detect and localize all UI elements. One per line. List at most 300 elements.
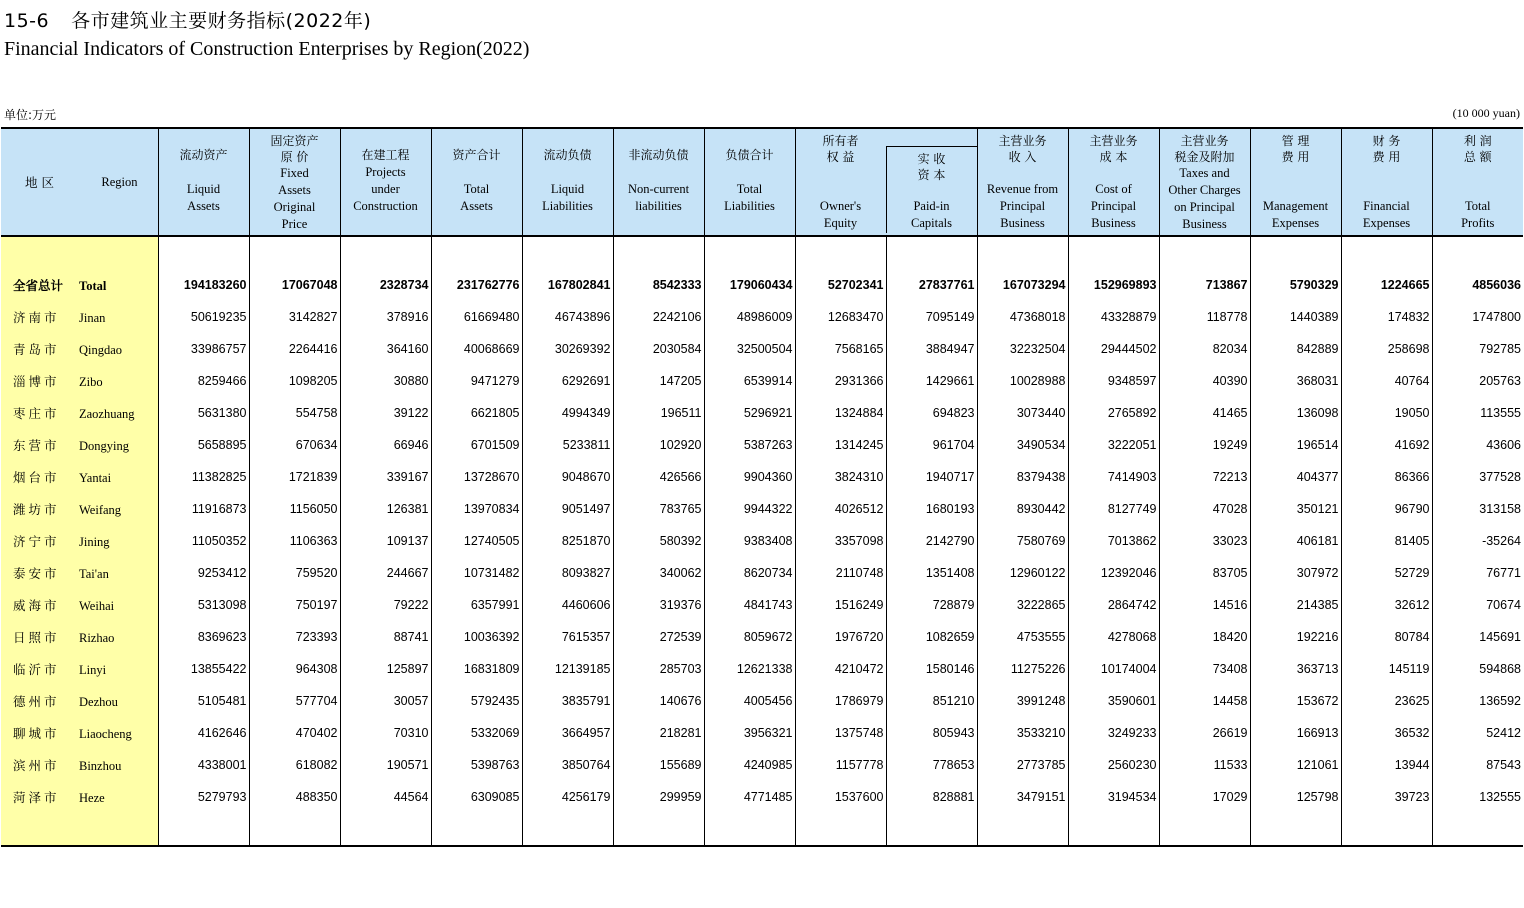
value-cell: 2110748 <box>795 557 886 589</box>
value-cell: 1224665 <box>1341 269 1432 301</box>
header-col-2 <box>249 128 340 236</box>
value-cell: 4841743 <box>704 589 795 621</box>
region-name-cn: 枣庄市 <box>13 407 60 421</box>
header-owners-equity-group <box>795 128 977 236</box>
value-cell: 194183260 <box>158 269 249 301</box>
value-cell: 1516249 <box>795 589 886 621</box>
value-cell: 783765 <box>613 493 704 525</box>
value-cell: 792785 <box>1432 333 1523 365</box>
value-cell: 851210 <box>886 685 977 717</box>
value-cell: 9383408 <box>704 525 795 557</box>
value-cell: 7013862 <box>1068 525 1159 557</box>
value-cell: 125897 <box>340 653 431 685</box>
value-cell: 30269392 <box>522 333 613 365</box>
value-cell: 670634 <box>249 429 340 461</box>
value-cell: 73408 <box>1159 653 1250 685</box>
value-cell: 11382825 <box>158 461 249 493</box>
spacer-row <box>1 813 1523 846</box>
value-cell: 3884947 <box>886 333 977 365</box>
value-cell: 842889 <box>1250 333 1341 365</box>
value-cell: 2864742 <box>1068 589 1159 621</box>
value-cell: 76771 <box>1432 557 1523 589</box>
value-cell: 7095149 <box>886 301 977 333</box>
region-name-cn: 全省总计 <box>13 279 64 293</box>
header-cn: 流动负债 <box>543 148 592 162</box>
value-cell: 488350 <box>249 781 340 813</box>
header-cn: 管 理 费 用 <box>1281 134 1310 164</box>
value-cell: 5296921 <box>704 397 795 429</box>
header-cn: 固定资产 原 价 <box>270 134 319 164</box>
value-cell: 12621338 <box>704 653 795 685</box>
value-cell: 86366 <box>1341 461 1432 493</box>
value-cell: 11916873 <box>158 493 249 525</box>
value-cell: 7414903 <box>1068 461 1159 493</box>
header-en: Total Liabilities <box>724 182 775 213</box>
financial-indicators-table <box>1 127 1523 847</box>
value-cell: 126381 <box>340 493 431 525</box>
region-name-en: Total <box>79 279 107 293</box>
value-cell: 205763 <box>1432 365 1523 397</box>
value-cell: 805943 <box>886 717 977 749</box>
value-cell: 167802841 <box>522 269 613 301</box>
region-cell <box>1 653 158 685</box>
value-cell: 11533 <box>1159 749 1250 781</box>
value-cell: 594868 <box>1432 653 1523 685</box>
region-cell <box>1 493 158 525</box>
header-col-10 <box>977 128 1068 236</box>
region-name-cn: 潍坊市 <box>13 503 60 517</box>
value-cell: 14516 <box>1159 589 1250 621</box>
value-cell: 40764 <box>1341 365 1432 397</box>
value-cell: 19249 <box>1159 429 1250 461</box>
value-cell: 152969893 <box>1068 269 1159 301</box>
value-cell: 580392 <box>613 525 704 557</box>
value-cell: 12139185 <box>522 653 613 685</box>
value-cell: 48986009 <box>704 301 795 333</box>
region-name-en: Tai'an <box>79 567 109 581</box>
value-cell: 14458 <box>1159 685 1250 717</box>
value-cell: 3479151 <box>977 781 1068 813</box>
region-name-cn: 滨州市 <box>13 759 60 773</box>
value-cell: 2773785 <box>977 749 1068 781</box>
value-cell: 1680193 <box>886 493 977 525</box>
value-cell: 40390 <box>1159 365 1250 397</box>
value-cell: 1375748 <box>795 717 886 749</box>
value-cell: 4856036 <box>1432 269 1523 301</box>
region-cell <box>1 301 158 333</box>
value-cell: 121061 <box>1250 749 1341 781</box>
value-cell: 3073440 <box>977 397 1068 429</box>
value-cell: 554758 <box>249 397 340 429</box>
value-cell: 46743896 <box>522 301 613 333</box>
value-cell: 5313098 <box>158 589 249 621</box>
table-row <box>1 717 1523 749</box>
header-region <box>1 128 158 236</box>
value-cell: 13970834 <box>431 493 522 525</box>
header-en: Total Assets <box>460 182 493 213</box>
value-cell: 4278068 <box>1068 621 1159 653</box>
value-cell: 9944322 <box>704 493 795 525</box>
value-cell: 6621805 <box>431 397 522 429</box>
table-row <box>1 749 1523 781</box>
value-cell: 140676 <box>613 685 704 717</box>
region-name-cn: 淄博市 <box>13 375 60 389</box>
value-cell: 1429661 <box>886 365 977 397</box>
value-cell: 10028988 <box>977 365 1068 397</box>
value-cell: 179060434 <box>704 269 795 301</box>
value-cell: 3850764 <box>522 749 613 781</box>
region-name-en: Jinan <box>79 311 106 325</box>
value-cell: 723393 <box>249 621 340 653</box>
value-cell: 6357991 <box>431 589 522 621</box>
value-cell: 196511 <box>613 397 704 429</box>
value-cell: 4771485 <box>704 781 795 813</box>
region-cell <box>1 333 158 365</box>
value-cell: 2242106 <box>613 301 704 333</box>
region-name-cn: 菏泽市 <box>13 791 60 805</box>
value-cell: 4210472 <box>795 653 886 685</box>
value-cell: 8059672 <box>704 621 795 653</box>
region-name-en: Heze <box>79 791 105 805</box>
header-owners-equity-cn: 所有者 权 益 <box>822 134 859 164</box>
region-cell <box>1 269 158 301</box>
value-cell: 961704 <box>886 429 977 461</box>
value-cell: 1976720 <box>795 621 886 653</box>
value-cell: 5658895 <box>158 429 249 461</box>
value-cell: 32232504 <box>977 333 1068 365</box>
value-cell: 363713 <box>1250 653 1341 685</box>
header-en: Cost of Principal Business <box>1090 182 1137 230</box>
table-row <box>1 493 1523 525</box>
value-cell: 3835791 <box>522 685 613 717</box>
value-cell: 8542333 <box>613 269 704 301</box>
region-cell <box>1 717 158 749</box>
value-cell: 19050 <box>1341 397 1432 429</box>
value-cell: 618082 <box>249 749 340 781</box>
unit-label-en: (10 000 yuan) <box>1452 106 1520 120</box>
table-row <box>1 461 1523 493</box>
value-cell: 3590601 <box>1068 685 1159 717</box>
table-row <box>1 397 1523 429</box>
value-cell: 778653 <box>886 749 977 781</box>
value-cell: 426566 <box>613 461 704 493</box>
region-name-cn: 聊城市 <box>13 727 60 741</box>
header-col-3 <box>340 128 431 236</box>
value-cell: 9471279 <box>431 365 522 397</box>
value-cell: 47368018 <box>977 301 1068 333</box>
header-col-11 <box>1068 128 1159 236</box>
value-cell: 8930442 <box>977 493 1068 525</box>
header-en: Management Expenses <box>1262 199 1329 230</box>
value-cell: 52702341 <box>795 269 886 301</box>
value-cell: 8379438 <box>977 461 1068 493</box>
value-cell: 5233811 <box>522 429 613 461</box>
header-owners-equity-en: Owner's Equity <box>819 199 862 230</box>
table-row <box>1 365 1523 397</box>
page-title-en: Financial Indicators of Construction Enterprises by Region(2022) <box>4 38 530 60</box>
value-cell: 81405 <box>1341 525 1432 557</box>
value-cell: 16831809 <box>431 653 522 685</box>
value-cell: -35264 <box>1432 525 1523 557</box>
value-cell: 404377 <box>1250 461 1341 493</box>
value-cell: 1106363 <box>249 525 340 557</box>
region-cell <box>1 461 158 493</box>
value-cell: 470402 <box>249 717 340 749</box>
value-cell: 39723 <box>1341 781 1432 813</box>
value-cell: 2030584 <box>613 333 704 365</box>
value-cell: 3956321 <box>704 717 795 749</box>
region-name-cn: 日照市 <box>13 631 60 645</box>
value-cell: 1324884 <box>795 397 886 429</box>
value-cell: 32612 <box>1341 589 1432 621</box>
value-cell: 118778 <box>1159 301 1250 333</box>
value-cell: 2264416 <box>249 333 340 365</box>
header-cn: 实 收 资 本 <box>917 152 946 182</box>
value-cell: 377528 <box>1432 461 1523 493</box>
value-cell: 43328879 <box>1068 301 1159 333</box>
header-col-4 <box>431 128 522 236</box>
value-cell: 6701509 <box>431 429 522 461</box>
value-cell: 11050352 <box>158 525 249 557</box>
region-name-en: Weifang <box>79 503 122 517</box>
header-en: Revenue from Principal Business <box>986 182 1059 230</box>
region-name-en: Weihai <box>79 599 115 613</box>
unit-label-cn: 单位:万元 <box>4 108 57 122</box>
header-col-5 <box>522 128 613 236</box>
value-cell: 8093827 <box>522 557 613 589</box>
value-cell: 2560230 <box>1068 749 1159 781</box>
value-cell: 10036392 <box>431 621 522 653</box>
value-cell: 36532 <box>1341 717 1432 749</box>
value-cell: 1157778 <box>795 749 886 781</box>
value-cell: 6539914 <box>704 365 795 397</box>
value-cell: 4460606 <box>522 589 613 621</box>
table-row <box>1 781 1523 813</box>
value-cell: 1098205 <box>249 365 340 397</box>
value-cell: 3991248 <box>977 685 1068 717</box>
value-cell: 41465 <box>1159 397 1250 429</box>
region-cell <box>1 749 158 781</box>
value-cell: 3824310 <box>795 461 886 493</box>
region-cell <box>1 685 158 717</box>
header-cn: 利 润 总 额 <box>1463 134 1492 164</box>
region-name-en: Binzhou <box>79 759 122 773</box>
table-row <box>1 429 1523 461</box>
value-cell: 39122 <box>340 397 431 429</box>
value-cell: 713867 <box>1159 269 1250 301</box>
value-cell: 145119 <box>1341 653 1432 685</box>
region-cell <box>1 589 158 621</box>
value-cell: 8620734 <box>704 557 795 589</box>
value-cell: 8251870 <box>522 525 613 557</box>
header-en: Financial Expenses <box>1362 199 1411 230</box>
value-cell: 1537600 <box>795 781 886 813</box>
table-row <box>1 621 1523 653</box>
region-name-cn: 东营市 <box>13 439 60 453</box>
value-cell: 8127749 <box>1068 493 1159 525</box>
value-cell: 47028 <box>1159 493 1250 525</box>
value-cell: 27837761 <box>886 269 977 301</box>
value-cell: 2765892 <box>1068 397 1159 429</box>
header-cn: 负债合计 <box>725 148 774 162</box>
region-name-cn: 济宁市 <box>13 535 60 549</box>
value-cell: 1721839 <box>249 461 340 493</box>
value-cell: 7615357 <box>522 621 613 653</box>
header-cn: 流动资产 <box>179 148 228 162</box>
value-cell: 66946 <box>340 429 431 461</box>
value-cell: 214385 <box>1250 589 1341 621</box>
table-row <box>1 557 1523 589</box>
value-cell: 17029 <box>1159 781 1250 813</box>
value-cell: 694823 <box>886 397 977 429</box>
header-col-13 <box>1250 128 1341 236</box>
value-cell: 6292691 <box>522 365 613 397</box>
region-name-cn: 烟台市 <box>13 471 60 485</box>
value-cell: 70674 <box>1432 589 1523 621</box>
region-name-cn: 临沂市 <box>13 663 60 677</box>
region-cell <box>1 525 158 557</box>
value-cell: 11275226 <box>977 653 1068 685</box>
value-cell: 41692 <box>1341 429 1432 461</box>
value-cell: 577704 <box>249 685 340 717</box>
value-cell: 3490534 <box>977 429 1068 461</box>
header-region-en: Region <box>101 174 138 189</box>
value-cell: 30880 <box>340 365 431 397</box>
table-row <box>1 333 1523 365</box>
value-cell: 23625 <box>1341 685 1432 717</box>
region-name-en: Zaozhuang <box>79 407 135 421</box>
value-cell: 29444502 <box>1068 333 1159 365</box>
value-cell: 33023 <box>1159 525 1250 557</box>
value-cell: 44564 <box>340 781 431 813</box>
value-cell: 750197 <box>249 589 340 621</box>
value-cell: 231762776 <box>431 269 522 301</box>
header-cn: 财 务 费 用 <box>1372 134 1401 164</box>
value-cell: 4338001 <box>158 749 249 781</box>
region-name-en: Dezhou <box>79 695 118 709</box>
value-cell: 364160 <box>340 333 431 365</box>
region-cell <box>1 621 158 653</box>
value-cell: 12740505 <box>431 525 522 557</box>
value-cell: 5279793 <box>158 781 249 813</box>
table-body <box>1 236 1523 846</box>
table-number: 15-6 <box>4 10 50 32</box>
value-cell: 147205 <box>613 365 704 397</box>
value-cell: 80784 <box>1341 621 1432 653</box>
value-cell: 6309085 <box>431 781 522 813</box>
value-cell: 4026512 <box>795 493 886 525</box>
value-cell: 3249233 <box>1068 717 1159 749</box>
value-cell: 136098 <box>1250 397 1341 429</box>
value-cell: 190571 <box>340 749 431 781</box>
table-row <box>1 685 1523 717</box>
value-cell: 12683470 <box>795 301 886 333</box>
region-name-cn: 威海市 <box>13 599 60 613</box>
value-cell: 166913 <box>1250 717 1341 749</box>
value-cell: 378916 <box>340 301 431 333</box>
header-col-14 <box>1341 128 1432 236</box>
value-cell: 368031 <box>1250 365 1341 397</box>
value-cell: 145691 <box>1432 621 1523 653</box>
value-cell: 70310 <box>340 717 431 749</box>
value-cell: 1082659 <box>886 621 977 653</box>
value-cell: 5332069 <box>431 717 522 749</box>
region-name-en: Liaocheng <box>79 727 132 741</box>
value-cell: 4005456 <box>704 685 795 717</box>
value-cell: 33986757 <box>158 333 249 365</box>
value-cell: 759520 <box>249 557 340 589</box>
value-cell: 828881 <box>886 781 977 813</box>
region-cell <box>1 781 158 813</box>
value-cell: 8369623 <box>158 621 249 653</box>
value-cell: 1580146 <box>886 653 977 685</box>
value-cell: 109137 <box>340 525 431 557</box>
value-cell: 9904360 <box>704 461 795 493</box>
region-cell <box>1 365 158 397</box>
value-cell: 5631380 <box>158 397 249 429</box>
value-cell: 88741 <box>340 621 431 653</box>
value-cell: 307972 <box>1250 557 1341 589</box>
region-name-en: Linyi <box>79 663 107 677</box>
value-cell: 2328734 <box>340 269 431 301</box>
value-cell: 167073294 <box>977 269 1068 301</box>
value-cell: 155689 <box>613 749 704 781</box>
region-name-cn: 德州市 <box>13 695 60 709</box>
value-cell: 244667 <box>340 557 431 589</box>
value-cell: 7568165 <box>795 333 886 365</box>
value-cell: 285703 <box>613 653 704 685</box>
value-cell: 5387263 <box>704 429 795 461</box>
header-cn: 资产合计 <box>452 148 501 162</box>
value-cell: 113555 <box>1432 397 1523 429</box>
value-cell: 3194534 <box>1068 781 1159 813</box>
header-cn: 在建工程 <box>361 148 410 162</box>
header-col-12 <box>1159 128 1250 236</box>
value-cell: 102920 <box>613 429 704 461</box>
value-cell: 313158 <box>1432 493 1523 525</box>
header-en: Fixed Assets Original Price <box>273 166 316 231</box>
header-col-1 <box>158 128 249 236</box>
region-name-en: Jining <box>79 535 110 549</box>
value-cell: 1747800 <box>1432 301 1523 333</box>
value-cell: 72213 <box>1159 461 1250 493</box>
header-en: Projects under Construction <box>353 165 418 213</box>
table-row <box>1 653 1523 685</box>
value-cell: 174832 <box>1341 301 1432 333</box>
header-col-7 <box>704 128 795 236</box>
value-cell: 2142790 <box>886 525 977 557</box>
spacer-row <box>1 236 1523 269</box>
value-cell: 10174004 <box>1068 653 1159 685</box>
region-name-en: Yantai <box>79 471 112 485</box>
region-cell <box>1 397 158 429</box>
value-cell: 132555 <box>1432 781 1523 813</box>
value-cell: 13728670 <box>431 461 522 493</box>
value-cell: 218281 <box>613 717 704 749</box>
header-paid-in-capital <box>886 146 977 233</box>
region-cell <box>1 557 158 589</box>
value-cell: 7580769 <box>977 525 1068 557</box>
value-cell: 272539 <box>613 621 704 653</box>
value-cell: 30057 <box>340 685 431 717</box>
value-cell: 4256179 <box>522 781 613 813</box>
value-cell: 5792435 <box>431 685 522 717</box>
value-cell: 79222 <box>340 589 431 621</box>
value-cell: 3222865 <box>977 589 1068 621</box>
region-name-cn: 泰安市 <box>13 567 60 581</box>
value-cell: 2931366 <box>795 365 886 397</box>
value-cell: 136592 <box>1432 685 1523 717</box>
